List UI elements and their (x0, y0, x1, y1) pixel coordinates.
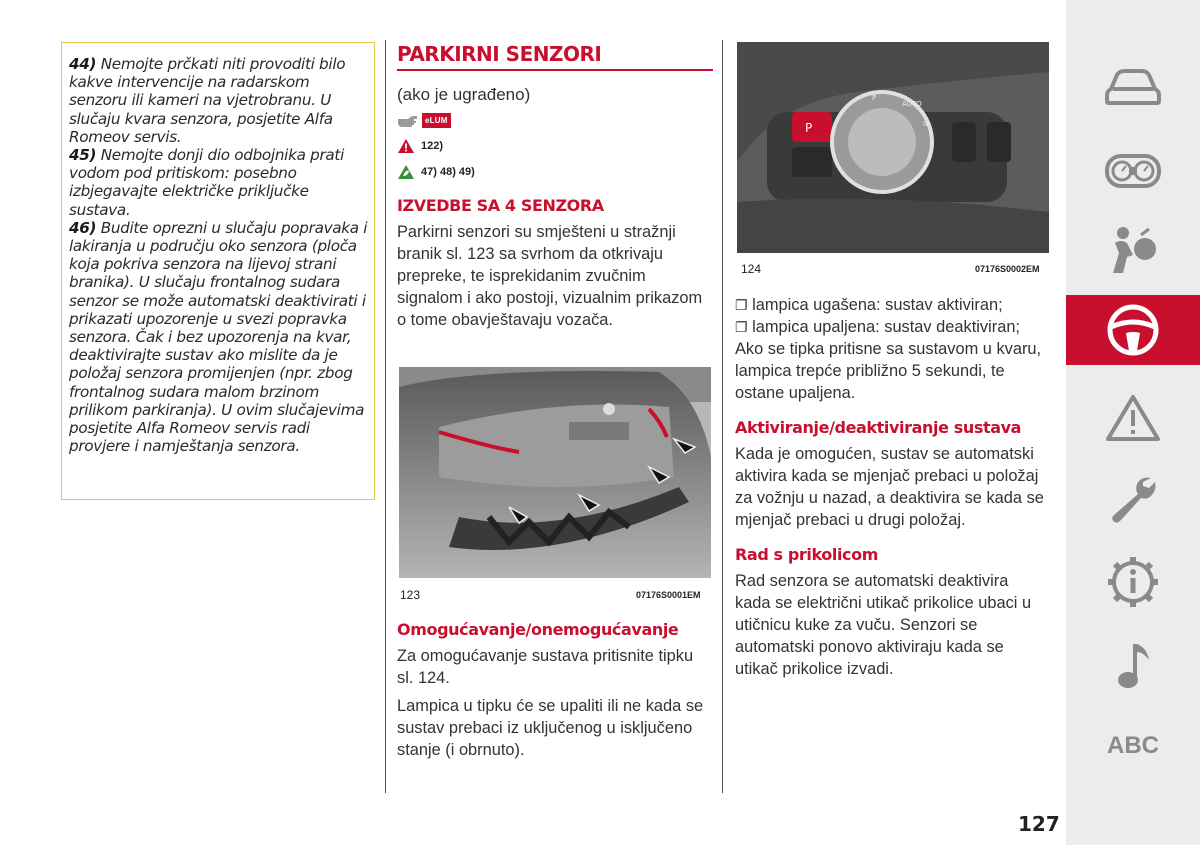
activation-heading: Aktiviranje/deaktiviranje sustava (735, 418, 1022, 437)
chapter-sidebar (1066, 0, 1200, 845)
sidebar-item-multimedia[interactable] (1066, 630, 1200, 700)
note-44: 44) Nemojte prčkati niti provoditi bilo kakve intervencije na radarskom senzoru ili kameri na vjetrobranu. U slučaju kvara senzora, posjetite Alfa Romeov servis. (69, 55, 346, 146)
sidebar-item-safety[interactable] (1066, 216, 1200, 286)
lamp-off-item: ❐ lampica ugašena: sustav aktiviran; (735, 296, 1003, 314)
activation-text: Kada je omogućen, sustav se automatski aktivira kada se mjenjač prebaci u položaj za vožnju u nazad, a deaktivira se kada se mjenjač prebaci u drugi položaj. (735, 445, 1044, 529)
dial-label-auto: AUTO (902, 100, 922, 108)
page-number: 127 (1018, 812, 1060, 836)
airbag-icon (1105, 225, 1161, 277)
enable-text-1: Za omogućavanje sustava pritisnite tipku sl. 124. (397, 647, 694, 687)
svg-text:P: P (805, 121, 813, 135)
figure-124-number: 124 (741, 262, 762, 276)
lamp-on-item: ❐ lampica upaljena: sustav deaktiviran; (735, 318, 1020, 336)
sidebar-item-maintenance[interactable] (1066, 465, 1200, 535)
light-switch-panel-illustration (737, 42, 1049, 253)
warning-icon (1106, 394, 1160, 442)
enable-section (397, 620, 713, 761)
music-note-icon (1113, 640, 1153, 690)
car-icon (1105, 67, 1161, 107)
figure-124-code: 07176S0002EM (975, 264, 1040, 274)
column-right (735, 294, 1045, 680)
warning-refs-row: 122) (397, 138, 713, 154)
checkbox-symbol: ❐ (735, 319, 748, 335)
sidebar-item-index[interactable] (1066, 711, 1200, 781)
figure-123-number: 123 (400, 588, 421, 602)
note-45: 45) Nemojte donji dio odbojnika prati vodom pod pritiskom: posebno izbjegavajte električke priključke sustava. (69, 146, 344, 219)
leaf-triangle-icon (397, 164, 415, 180)
column-divider (722, 40, 723, 793)
lamp-fault-text: Ako se tipka pritisne sa sustavom u kvaru, lampica trepće približno 5 sekundi, te ostane upaljena. (735, 340, 1042, 402)
column-middle (397, 42, 713, 331)
steering-wheel-icon (1106, 303, 1160, 357)
notes-box (61, 42, 375, 500)
pointing-hand-icon (397, 114, 419, 128)
enable-text-2: Lampica u tipku će se upaliti ili ne kada se sustav prebaci iz uključenog u isključeno stanje (i obrnuto). (397, 697, 704, 759)
section-title: PARKIRNI SENZORI (397, 42, 713, 71)
section-subtitle: (ako je ugrađeno) (397, 85, 531, 104)
figure-124-image (737, 42, 1049, 253)
sidebar-item-car[interactable] (1066, 52, 1200, 122)
dial-label-id: ID (923, 120, 931, 128)
elum-badge: eLUM (422, 113, 451, 128)
figure-123-image (399, 367, 711, 578)
trailer-heading: Rad s prikolicom (735, 545, 878, 564)
sidebar-item-instruments[interactable] (1066, 136, 1200, 206)
trailer-text: Rad senzora se automatski deaktivira kada se električni utikač prikolice ubaci u utičnicu kuke za vuču. Senzori se automatski ponovo aktiviraju kada se utikač prikolice izvadi. (735, 572, 1032, 678)
note-46: 46) Budite oprezni u slučaju popravaka i lakiranja u području oko senzora (ploča koja pokriva senzora na lijevoj strani branika). U slučaju frontalnog sudara senzor se može automatski deaktivirati i prikazati upozorenje u svezi popravka senzora. Čak i bez upozorenja na kvar, deaktivirajte sustav ako mislite da je položaj senzora promijenjen (npr. zbog frontalnog sudara malom brzinom prilikom parkiranja). U ovim slučajevima posjetite Alfa Romeov servis radi provjere i namještanja senzora. (69, 218, 368, 456)
sidebar-item-technical-data[interactable] (1066, 547, 1200, 617)
car-rear-sensors-illustration (399, 367, 711, 578)
versions-heading: IZVEDBE SA 4 SENZORA (397, 196, 604, 215)
figure-123-code: 07176S0001EM (636, 590, 701, 600)
enable-heading: Omogućavanje/onemogućavanje (397, 620, 679, 639)
versions-text: Parkirni senzori su smješteni u stražnji branik sl. 123 sa svrhom da otkrivaju prepreke, te isprekidanim zvučnim signalom i ako postoji, vizualnim prikazom o tome obavještavaju vozača. (397, 223, 703, 329)
sidebar-item-driving[interactable] (1066, 295, 1200, 365)
instrument-cluster-icon (1105, 152, 1161, 190)
abc-label: ABC (1107, 732, 1159, 759)
info-gear-icon (1106, 555, 1160, 609)
attention-refs-row: 47) 48) 49) (397, 164, 713, 180)
wrench-icon (1107, 474, 1159, 526)
sidebar-item-warnings[interactable] (1066, 383, 1200, 453)
dial-label-p: P (872, 94, 877, 102)
checkbox-symbol: ❐ (735, 297, 748, 313)
equipment-symbols (397, 113, 713, 128)
danger-triangle-icon (397, 138, 415, 154)
column-divider (385, 40, 386, 793)
